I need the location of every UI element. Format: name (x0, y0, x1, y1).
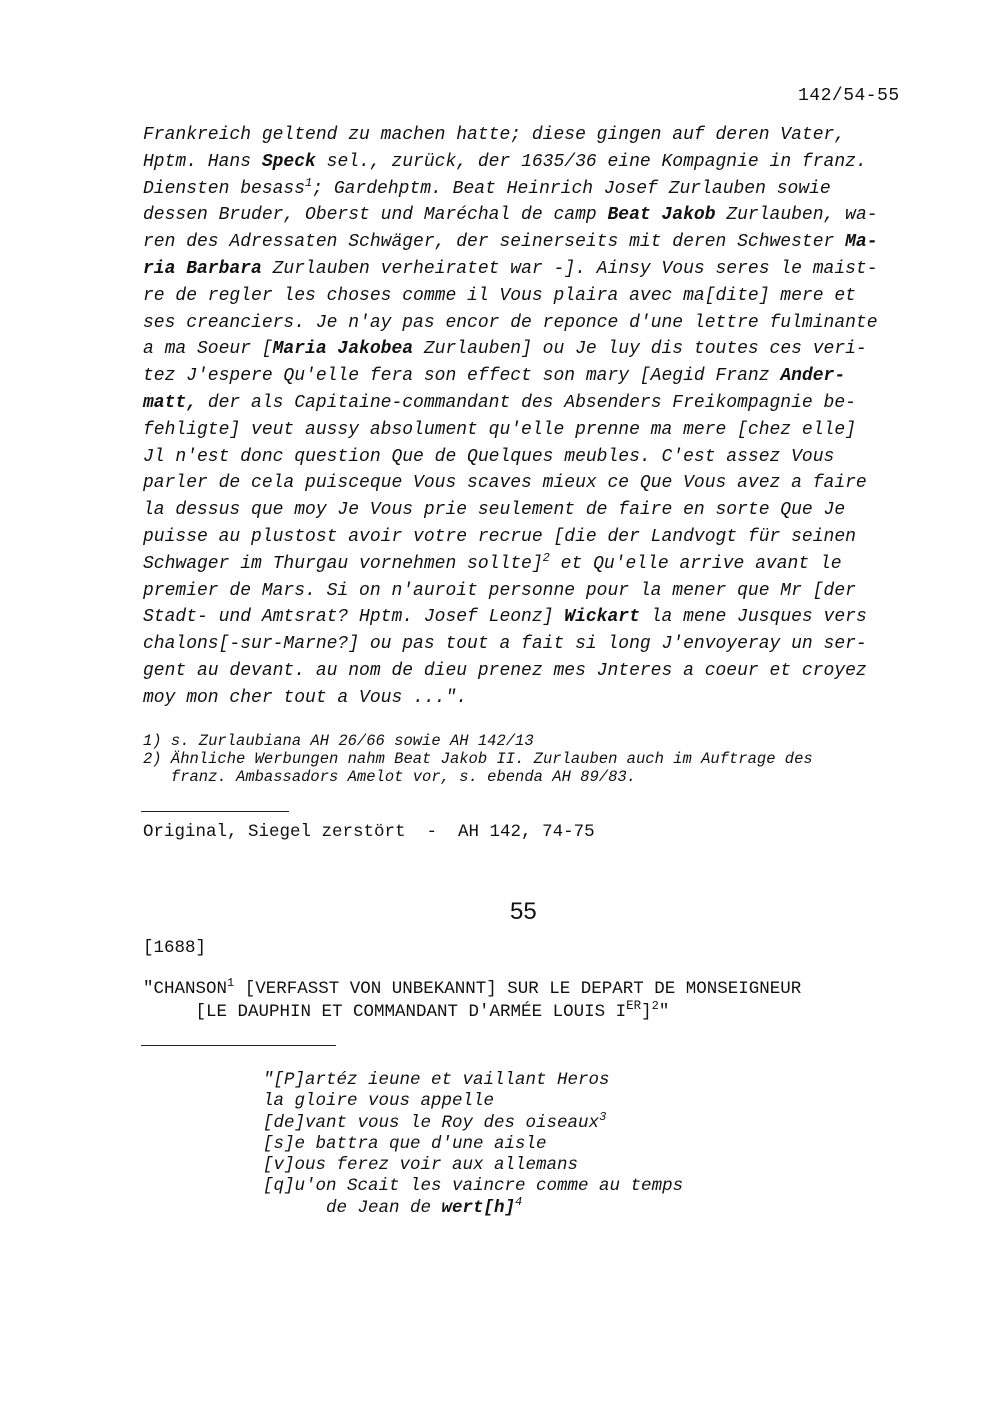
verse-line (263, 1091, 683, 1112)
footnote-marker: 3 (599, 1109, 607, 1124)
body-line (143, 470, 913, 497)
text-run: "CHANSON (143, 979, 228, 999)
name-emphasis: Ander- (780, 366, 846, 387)
text-run: [de]vant vous le Roy des oiseaux (263, 1112, 600, 1133)
footnote-2: 2) Ähnliche Werbungen nahm Beat Jakob II. Zurlauben auch im Auftrage des (143, 750, 813, 768)
body-line (143, 149, 913, 176)
title-separator-rule (141, 1045, 336, 1046)
text-run: Zurlauben verheiratet war -]. Ainsy Vous seres le maist- (261, 258, 878, 279)
text-run: Diensten besass (143, 178, 306, 199)
source-reference: Original, Siegel zerstört - AH 142, 74-75 (143, 822, 595, 842)
text-run: Zurlauben] ou Je luy dis toutes ces veri- (413, 339, 867, 360)
text-run: der als Capitaine-commandant des Absenders Freikompagnie be- (197, 392, 856, 413)
text-run: la mene Jusques vers (639, 607, 867, 628)
text-run: la gloire vous appelle (263, 1091, 495, 1112)
text-run: [LE DAUPHIN ET COMMANDANT D'ARMÉE LOUIS I (143, 1002, 627, 1022)
body-line (143, 604, 913, 631)
footnote-marker: 4 (515, 1194, 523, 1209)
text-run: chalons[-sur-Marne?] ou pas tout a fait si long J'envoyeray un ser- (143, 634, 867, 655)
verse-line (263, 1194, 683, 1219)
text-run: " (658, 1002, 670, 1022)
text-run: tez J'espere Qu'elle fera son effect son mary [Aegid Franz (143, 366, 781, 387)
name-emphasis: wert[h] (441, 1197, 516, 1218)
document-number: 55 (510, 898, 537, 925)
text-run: gent au devant. au nom de dieu prenez mes Jnteres a coeur et croyez (143, 660, 867, 681)
text-run: puisse au plustost avoir votre recrue [die der Landvogt für seinen (143, 526, 856, 547)
text-run: [s]e battra que d'une aisle (263, 1133, 547, 1154)
body-line (143, 363, 913, 390)
text-run: dessen Bruder, Oberst und Maréchal de camp (143, 205, 608, 226)
text-run: de Jean de (263, 1197, 442, 1218)
name-emphasis: Wickart (564, 607, 640, 628)
footnote-2-continuation: franz. Ambassadors Amelot vor, s. ebenda AH 89/83. (143, 768, 636, 786)
page-number: 142/54-55 (798, 86, 900, 106)
body-line (143, 390, 913, 417)
text-run: Stadt- und Amtsrat? Hptm. Josef Leonz] (143, 607, 565, 628)
text-run: [v]ous ferez voir aux allemans (263, 1155, 579, 1176)
body-line (143, 176, 913, 203)
body-line (143, 283, 913, 310)
text-run: Zurlauben, wa- (715, 205, 878, 226)
title-line (143, 978, 801, 1001)
body-line (143, 256, 913, 283)
verse-line (263, 1176, 683, 1197)
body-line (143, 444, 913, 471)
text-run: ] (641, 1002, 652, 1022)
text-run: premier de Mars. Si on n'auroit personne pour la mener que Mr [der (143, 580, 856, 601)
body-line (143, 658, 913, 685)
text-run: ses creanciers. Je n'ay pas encor de reponce d'une lettre fulminante (143, 312, 878, 333)
name-emphasis: ria Barbara (143, 258, 262, 279)
chanson-verse (263, 1070, 683, 1219)
footnote-separator-rule (141, 811, 289, 812)
text-run: re de regler les choses comme il Vous plaira avec ma[dite] mere et (143, 285, 856, 306)
name-emphasis: Beat Jakob (607, 205, 716, 226)
body-line (143, 631, 913, 658)
name-emphasis: matt, (143, 392, 198, 413)
text-run: [q]u'on Scait les vaincre comme au temps (263, 1176, 684, 1197)
footnote-marker: 2 (542, 550, 550, 565)
body-line (143, 551, 913, 578)
footnote-marker: 1 (305, 175, 313, 190)
title-line (143, 1001, 801, 1024)
text-run: ; Gardehptm. Beat Heinrich Josef Zurlauben sowie (312, 178, 831, 199)
verse-line (263, 1109, 683, 1134)
text-run: Frankreich geltend zu machen hatte; diese gingen auf deren Vater, (143, 125, 846, 145)
text-run: Hptm. Hans (143, 151, 262, 172)
name-emphasis: Speck (261, 151, 316, 172)
verse-line (263, 1155, 683, 1176)
text-run: a ma Soeur [ (143, 339, 273, 360)
text-run: ren des Adressaten Schwäger, der seinerseits mit deren Schwester (143, 232, 846, 253)
body-line (143, 578, 913, 605)
verse-line (263, 1134, 683, 1155)
footnote-marker: 1 (227, 976, 235, 991)
text-run: fehligte] veut aussy absolument qu'elle prenne ma mere [chez elle] (143, 419, 856, 440)
text-run: Jl n'est donc question Que de Quelques meubles. C'est assez Vous (143, 446, 835, 467)
body-line (143, 417, 913, 444)
text-run: Schwager im Thurgau vornehmen sollte] (143, 553, 543, 574)
body-line (143, 229, 913, 256)
text-run: la dessus que moy Je Vous prie seulement de faire en sorte Que Je (143, 500, 846, 521)
verse-line (263, 1070, 683, 1091)
text-run: "[P]artéz ieune et vaillant Heros (263, 1070, 610, 1090)
text-run: et Qu'elle arrive avant le (549, 553, 842, 574)
name-emphasis: Ma- (845, 232, 878, 253)
body-line (143, 685, 913, 712)
text-run: moy mon cher tout a Vous ...". (143, 687, 468, 708)
body-line (143, 497, 913, 524)
body-line (143, 336, 913, 363)
text-run: sel., zurück, der 1635/36 eine Kompagnie in franz. (315, 151, 867, 172)
body-line (143, 122, 913, 149)
footnote-marker: 2 (651, 999, 659, 1014)
text-run: [VERFASST VON UNBEKANNT] SUR LE DEPART DE MONSEIGNEUR (234, 979, 802, 999)
document-title (143, 978, 801, 1024)
body-line (143, 310, 913, 337)
name-emphasis: Maria Jakobea (272, 339, 414, 360)
footnote-1: 1) s. Zurlaubiana AH 26/66 sowie AH 142/13 (143, 732, 534, 750)
body-line (143, 202, 913, 229)
footnotes (143, 732, 813, 786)
body-line (143, 524, 913, 551)
document-date: [1688] (143, 938, 207, 958)
text-run: parler de cela puisceque Vous scaves mieux ce Que Vous avez a faire (143, 473, 867, 494)
footnote-marker: ER (626, 999, 642, 1014)
letter-body-text (143, 122, 913, 712)
